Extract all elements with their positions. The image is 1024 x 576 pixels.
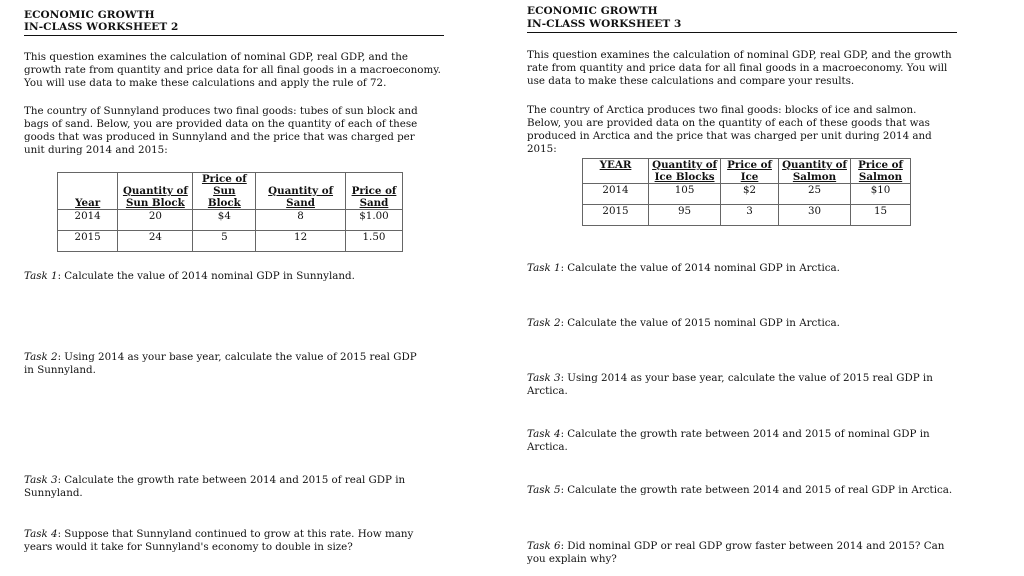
- table-cell: 2015: [58, 231, 118, 252]
- table-cell: 1.50: [345, 231, 402, 252]
- table-cell: $10: [851, 184, 911, 205]
- intro-paragraph: This question examines the calculation of nominal GDP, real GDP, and the growth rate from quantity and price data for all final goods in a macroeconomy. You will use data to make these calculations and apply the rule of 72.: [24, 51, 441, 89]
- table-cell: 20: [118, 210, 193, 231]
- table-cell: 5: [193, 231, 256, 252]
- description-paragraph: The country of Sunnyland produces two final goods: tubes of sun block and bags of sand. Below, you are provided data on the quantity of each of these goods that was produced in Sunnyland and the price that was charged per unit during 2014 and 2015:: [24, 105, 418, 156]
- table-row: [58, 210, 403, 231]
- table-header: Year: [58, 173, 118, 210]
- task-4: [527, 428, 967, 454]
- task-text: : Calculate the value of 2014 nominal GDP in Sunnyland.: [57, 270, 355, 282]
- table-cell: 2014: [58, 210, 118, 231]
- table-header: Quantity of Salmon: [778, 159, 850, 184]
- task-4: [24, 528, 424, 554]
- table-cell: 8: [256, 210, 346, 231]
- table-cell: 105: [649, 184, 721, 205]
- table-header: Price of Sand: [345, 173, 402, 210]
- description-paragraph: The country of Arctica produces two final goods: blocks of ice and salmon. Below, you are provided data on the quantity of each of these goods that was produced in Arctica and the price that was charged per unit during 2014 and 2015:: [527, 104, 932, 155]
- worksheet-title: IN-CLASS WORKSHEET 3: [527, 18, 682, 30]
- table-cell: 30: [778, 205, 850, 226]
- task-label: Task 2: [527, 317, 561, 329]
- task-label: Task 3: [24, 474, 58, 486]
- table-cell: 24: [118, 231, 193, 252]
- table-row: [583, 184, 911, 205]
- task-label: Task 1: [24, 270, 58, 282]
- table-header: Quantity of Sun Block: [118, 173, 193, 210]
- table-header: YEAR: [583, 159, 649, 184]
- task-label: Task 5: [527, 484, 561, 496]
- task-text: : Calculate the value of 2015 nominal GDP in Arctica.: [560, 317, 840, 329]
- table-header: Quantity of Sand: [256, 173, 346, 210]
- course-title: ECONOMIC GROWTH: [527, 5, 658, 17]
- table-cell: $2: [721, 184, 779, 205]
- task-text: : Using 2014 as your base year, calculate the value of 2015 real GDP in Sunnyland.: [24, 351, 417, 376]
- table-cell: 95: [649, 205, 721, 226]
- title-underline: [24, 35, 444, 36]
- task-label: Task 4: [24, 528, 58, 540]
- task-2: [24, 351, 424, 377]
- table-cell: 2014: [583, 184, 649, 205]
- task-label: Task 6: [527, 540, 561, 552]
- table-header-row: [58, 173, 403, 210]
- worksheet-title: IN-CLASS WORKSHEET 2: [24, 21, 179, 33]
- task-text: : Calculate the growth rate between 2014 and 2015 of nominal GDP in Arctica.: [527, 428, 930, 453]
- table-row: [583, 205, 911, 226]
- table-header: Price of Ice: [721, 159, 779, 184]
- task-label: Task 3: [527, 372, 561, 384]
- task-label: Task 4: [527, 428, 561, 440]
- intro-paragraph: This question examines the calculation of nominal GDP, real GDP, and the growth rate from quantity and price data for all final goods in a macroeconomy. You will use data to make these calculations and compare your results.: [527, 49, 952, 87]
- table-cell: 2015: [583, 205, 649, 226]
- table-cell: 3: [721, 205, 779, 226]
- table-header-row: [583, 159, 911, 184]
- table-cell: 25: [778, 184, 850, 205]
- table-cell: $4: [193, 210, 256, 231]
- task-text: : Suppose that Sunnyland continued to grow at this rate. How many years would it take for Sunnyland's economy to double in size?: [24, 528, 414, 553]
- table-cell: $1.00: [345, 210, 402, 231]
- table-header: Price of Salmon: [851, 159, 911, 184]
- task-6: [527, 540, 957, 566]
- task-text: : Did nominal GDP or real GDP grow faster between 2014 and 2015? Can you explain why?: [527, 540, 945, 565]
- task-2: [527, 317, 957, 330]
- data-table: [57, 172, 403, 252]
- task-1: [24, 270, 444, 283]
- table-row: [58, 231, 403, 252]
- task-3: [527, 372, 967, 398]
- task-3: [24, 474, 444, 500]
- task-5: [527, 484, 957, 497]
- task-text: : Calculate the value of 2014 nominal GDP in Arctica.: [560, 262, 840, 274]
- table-header: Quantity of Ice Blocks: [649, 159, 721, 184]
- task-label: Task 2: [24, 351, 58, 363]
- table-cell: 15: [851, 205, 911, 226]
- course-title: ECONOMIC GROWTH: [24, 9, 155, 21]
- task-label: Task 1: [527, 262, 561, 274]
- task-text: : Using 2014 as your base year, calculate the value of 2015 real GDP in Arctica.: [527, 372, 933, 397]
- task-1: [527, 262, 957, 275]
- task-text: : Calculate the growth rate between 2014 and 2015 of real GDP in Sunnyland.: [24, 474, 406, 499]
- table-header: Price of Sun Block: [193, 173, 256, 210]
- task-text: : Calculate the growth rate between 2014 and 2015 of real GDP in Arctica.: [560, 484, 953, 496]
- title-underline: [527, 32, 957, 33]
- data-table: [582, 158, 911, 226]
- table-cell: 12: [256, 231, 346, 252]
